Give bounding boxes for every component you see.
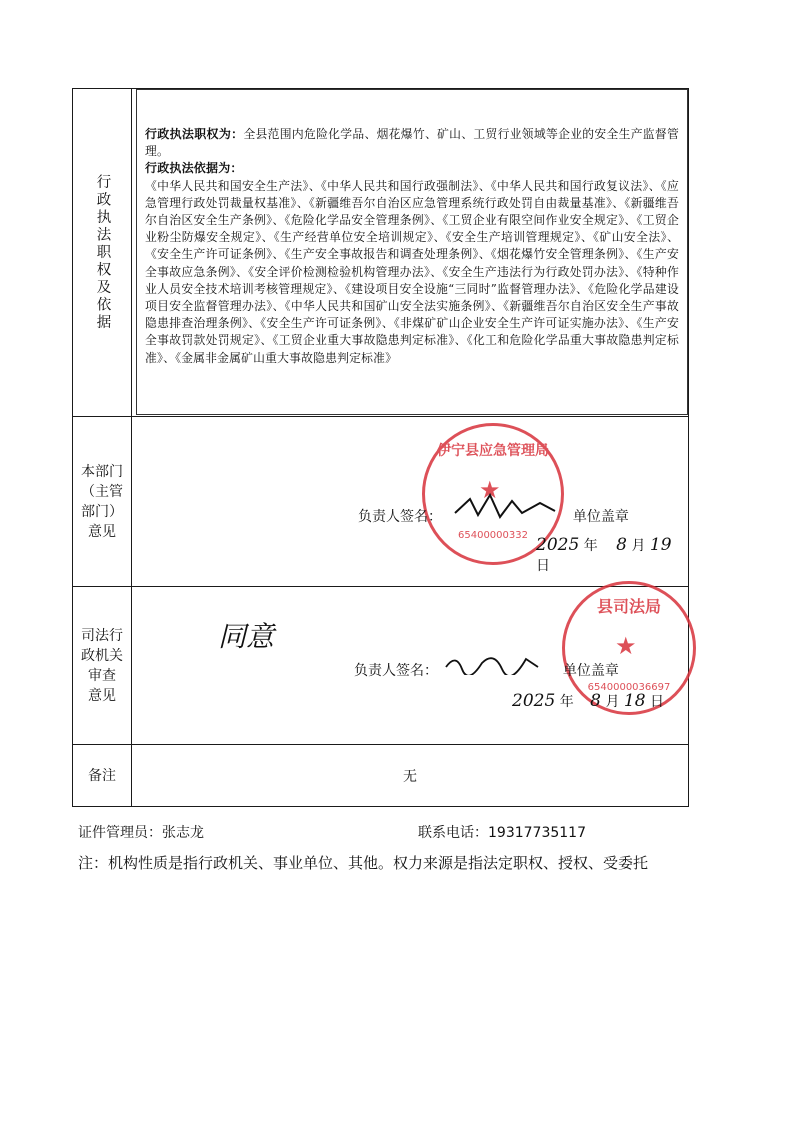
row-department-opinion — [73, 417, 689, 587]
department-signer-label: 负责人签名： — [358, 509, 442, 525]
judicial-date-month-unit: 月 — [605, 694, 620, 710]
department-date-day-unit: 日 — [536, 558, 550, 574]
department-signature-icon — [450, 491, 560, 521]
judicial-signer-label: 负责人签名： — [354, 663, 438, 679]
info-form-table — [72, 88, 689, 807]
label-department — [73, 417, 132, 587]
footer-note: 注：机构性质是指行政机关、事业单位、其他。权力来源是指法定职权、授权、受委托 — [78, 854, 649, 872]
row-judicial-opinion — [73, 587, 689, 745]
judicial-date-year-unit: 年 — [559, 694, 574, 710]
judicial-signature-row — [354, 649, 619, 680]
judicial-seal-label: 单位盖章 — [562, 663, 619, 679]
department-signature-scribble — [450, 491, 550, 527]
label-judicial-line-1: 司法行 — [81, 627, 123, 644]
department-date — [536, 535, 688, 575]
judicial-seal-star-icon: ★ — [615, 632, 637, 660]
judicial-seal-code: 6540000036697 — [587, 682, 671, 693]
department-seal-star-icon: ★ — [479, 476, 501, 504]
department-seal-label: 单位盖章 — [572, 509, 629, 525]
label-judicial-line-4: 意见 — [88, 687, 116, 704]
row-authority — [73, 89, 689, 417]
basis-title-line — [145, 160, 679, 177]
department-date-day: 19 — [649, 535, 672, 555]
label-dept-line-2: （主管 — [81, 483, 123, 500]
judicial-date-day: 18 — [623, 691, 646, 711]
duty-paragraph — [145, 126, 679, 160]
footer-manager: 证件管理员：张志龙 — [78, 825, 204, 841]
judicial-opinion-handwritten: 同意 — [218, 620, 275, 653]
basis-title: 行政执法依据为： — [145, 161, 243, 176]
judicial-opinion-content — [132, 587, 689, 745]
department-signature-row — [358, 491, 629, 527]
department-opinion-content — [132, 417, 689, 587]
label-judicial-line-2: 政机关 — [81, 647, 123, 664]
judicial-signature-scribble — [442, 649, 546, 679]
authority-inner-box — [136, 89, 688, 415]
department-date-year: 2025 — [536, 535, 580, 555]
judicial-signature-icon — [442, 649, 542, 675]
label-remarks: 备注 — [73, 745, 132, 807]
judicial-date — [512, 691, 664, 711]
department-date-month-unit: 月 — [631, 538, 646, 554]
footer-phone: 联系电话：19317735117 — [418, 825, 586, 841]
remarks-value: 无 — [132, 745, 689, 807]
judicial-seal-text: 县司法局 — [596, 597, 661, 616]
department-date-month: 8 — [616, 535, 627, 555]
label-dept-line-4: 意见 — [88, 523, 116, 540]
label-authority — [73, 89, 132, 417]
duty-title: 行政执法职权为： — [145, 127, 244, 141]
judicial-date-year: 2025 — [512, 691, 556, 711]
judicial-date-day-unit: 日 — [650, 694, 664, 710]
label-dept-line-1: 本部门 — [81, 463, 123, 480]
judicial-date-month: 8 — [590, 691, 601, 711]
label-dept-line-3: 部门） — [81, 503, 123, 520]
basis-text: 《中华人民共和国安全生产法》、《中华人民共和国行政强制法》、《中华人民共和国行政复议法》、《应急管理行政处罚裁量权基准》、《新疆维吾尔自治区应急管理系统行政处罚自由裁量基准》、《新疆维吾尔自治区安全生产条例》、《危险化学品安全管理条例》、《工贸企业有限空间作业安全规定》、《工贸企业粉尘防爆安全规定》、《生产经营单位安全培训规定》、《安全生产培训管理规定》、《矿山安全法》、《安全生产许可证条例》、《生产安全事故报告和调查处理条例》、《烟花爆竹安全管理条例》、《生产安全事故应急条例》、《安全评价检测检验机构管理办法》、《安全生产违法行为行政处罚办法》、《特种作业人员安全技术培训考核管理规定》、《建设项目安全设施“三同时”监督管理办法》、《危险化学品建设项目安全监督管理办法》、《中华人民共和国矿山安全法实施条例》、《新疆维吾尔自治区安全生产事故隐患排查治理条例》、《安全生产许可证条例》、《非煤矿矿山企业安全生产许可证实施办法》、《生产安全事故罚款处罚规定》、《工贸企业重大事故隐患判定标准》、《化工和危险化学品重大事故隐患判定标准》、《金属非金属矿山重大事故隐患判定标准》 — [145, 178, 679, 365]
row-remarks — [73, 745, 689, 807]
department-seal-text: 伊宁县应急管理局 — [437, 443, 549, 459]
authority-content — [132, 89, 689, 417]
duty-text: 全县范围内危险化学品、烟花爆竹、矿山、工贸行业领域等企业的安全生产监督管理。 — [145, 127, 680, 159]
department-date-year-unit: 年 — [583, 538, 598, 554]
label-judicial — [73, 587, 132, 745]
label-authority-text: 行政执法职权及依据 — [94, 173, 111, 332]
department-seal-code: 65400000332 — [458, 530, 528, 541]
label-judicial-line-3: 审查 — [88, 667, 116, 684]
